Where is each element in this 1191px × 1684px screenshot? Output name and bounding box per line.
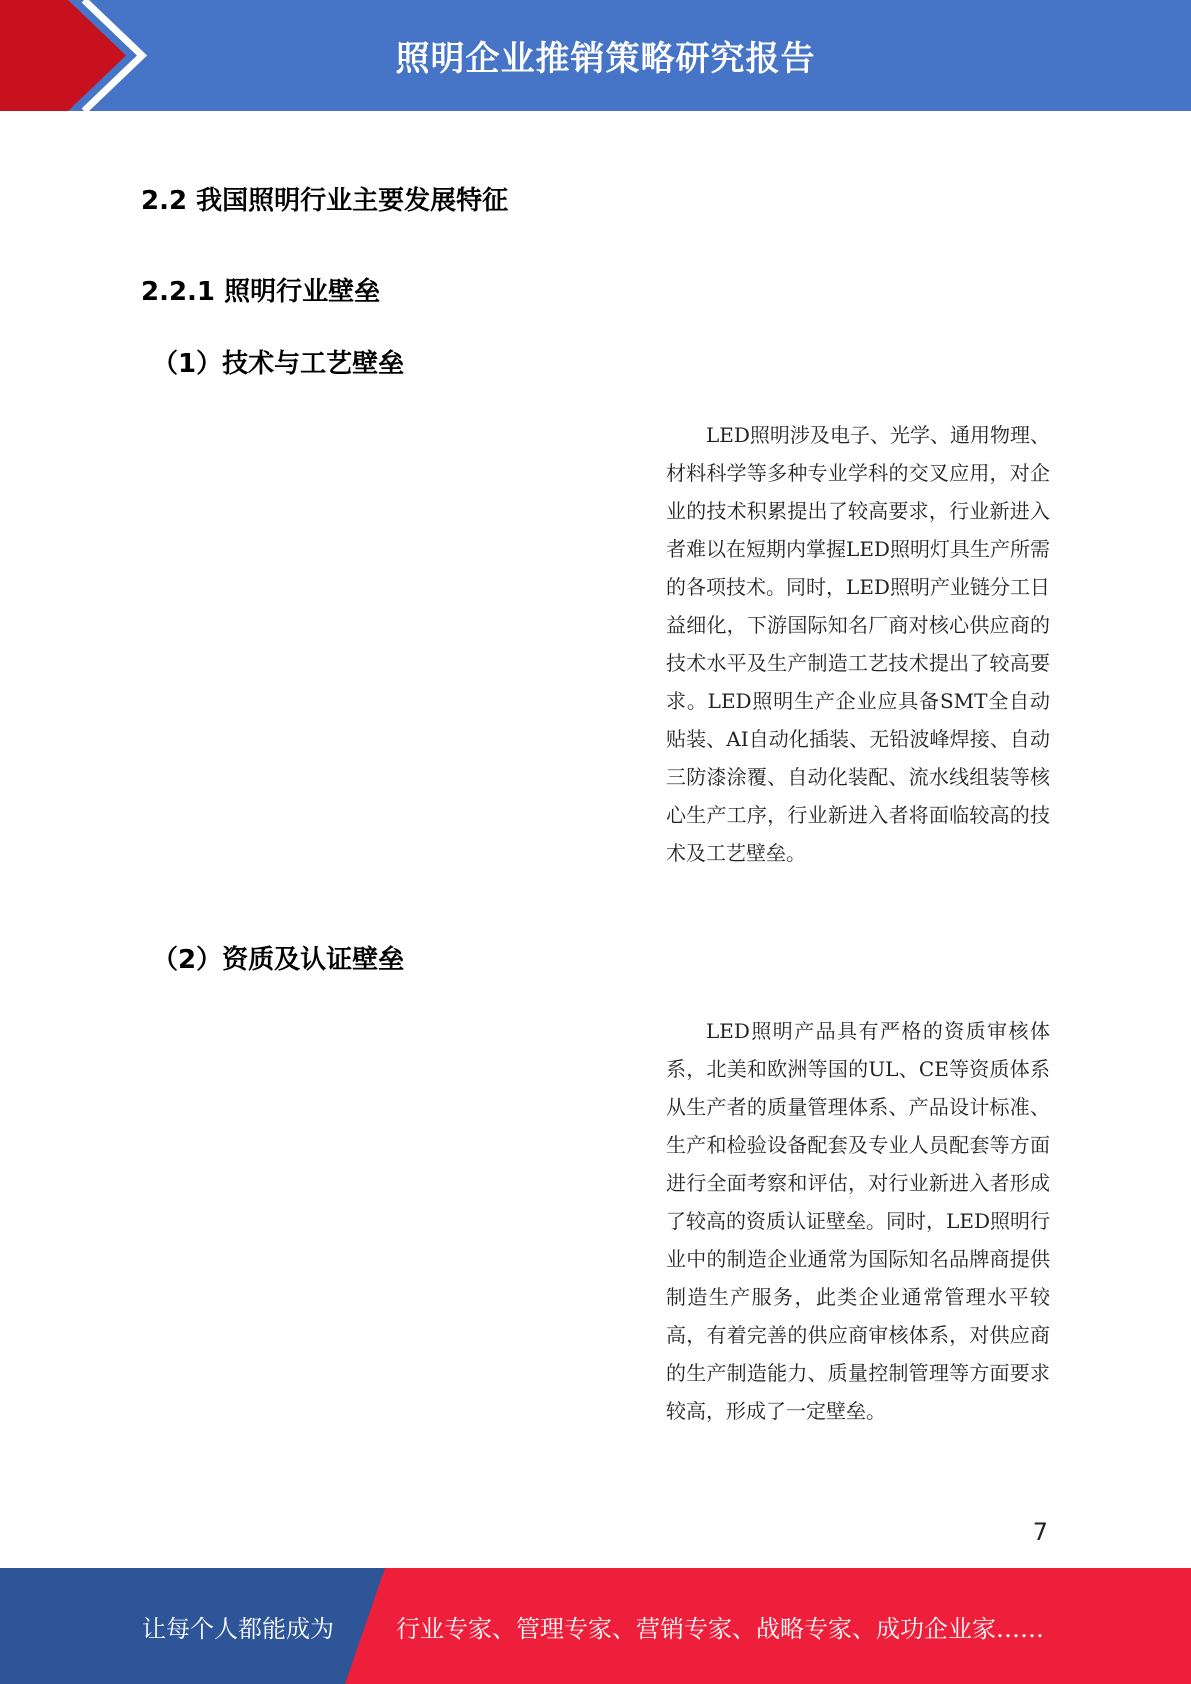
- section-title: 2.2 我国照明行业主要发展特征: [141, 186, 509, 216]
- page-header: [0, 0, 1191, 111]
- item-heading-certification: （2）资质及认证壁垒: [152, 945, 405, 975]
- report-title: 照明企业推销策略研究报告: [395, 39, 816, 79]
- subsection-title: 2.2.1 照明行业壁垒: [141, 277, 381, 307]
- footer-roles: 行业专家、管理专家、营销专家、战略专家、成功企业家……: [396, 1614, 1044, 1643]
- item-heading-technology: （1）技术与工艺壁垒: [152, 349, 405, 379]
- item-paragraph-certification: LED照明产品具有严格的资质审核体系，北美和欧洲等国的UL、CE等资质体系从生产者的质量管理体系、产品设计标准、生产和检验设备配套及专业人员配套等方面进行全面考察和评估，对行业新进入者形成了较高的资质认证壁垒。同时，LED照明行业中的制造企业通常为国际知名品牌商提供制造生产服务，此类企业通常管理水平较高，有着完善的供应商审核体系，对供应商的生产制造能力、质量控制管理等方面要求较高，形成了一定壁垒。: [666, 1019, 1050, 1423]
- page-footer: [0, 1568, 1191, 1684]
- item-paragraph-technology: LED照明涉及电子、光学、通用物理、材料科学等多种专业学科的交叉应用，对企业的技术积累提出了较高要求，行业新进入者难以在短期内掌握LED照明灯具生产所需的各项技术。同时，LED照明产业链分工日益细化，下游国际知名厂商对核心供应商的技术水平及生产制造工艺技术提出了较高要求。LED照明生产企业应具备SMT全自动贴装、AI自动化插装、无铅波峰焊接、自动三防漆涂覆、自动化装配、流水线组装等核心生产工序，行业新进入者将面临较高的技术及工艺壁垒。: [666, 423, 1050, 865]
- page-number: 7: [1032, 1518, 1048, 1546]
- footer-slogan: 让每个人都能成为: [142, 1614, 334, 1643]
